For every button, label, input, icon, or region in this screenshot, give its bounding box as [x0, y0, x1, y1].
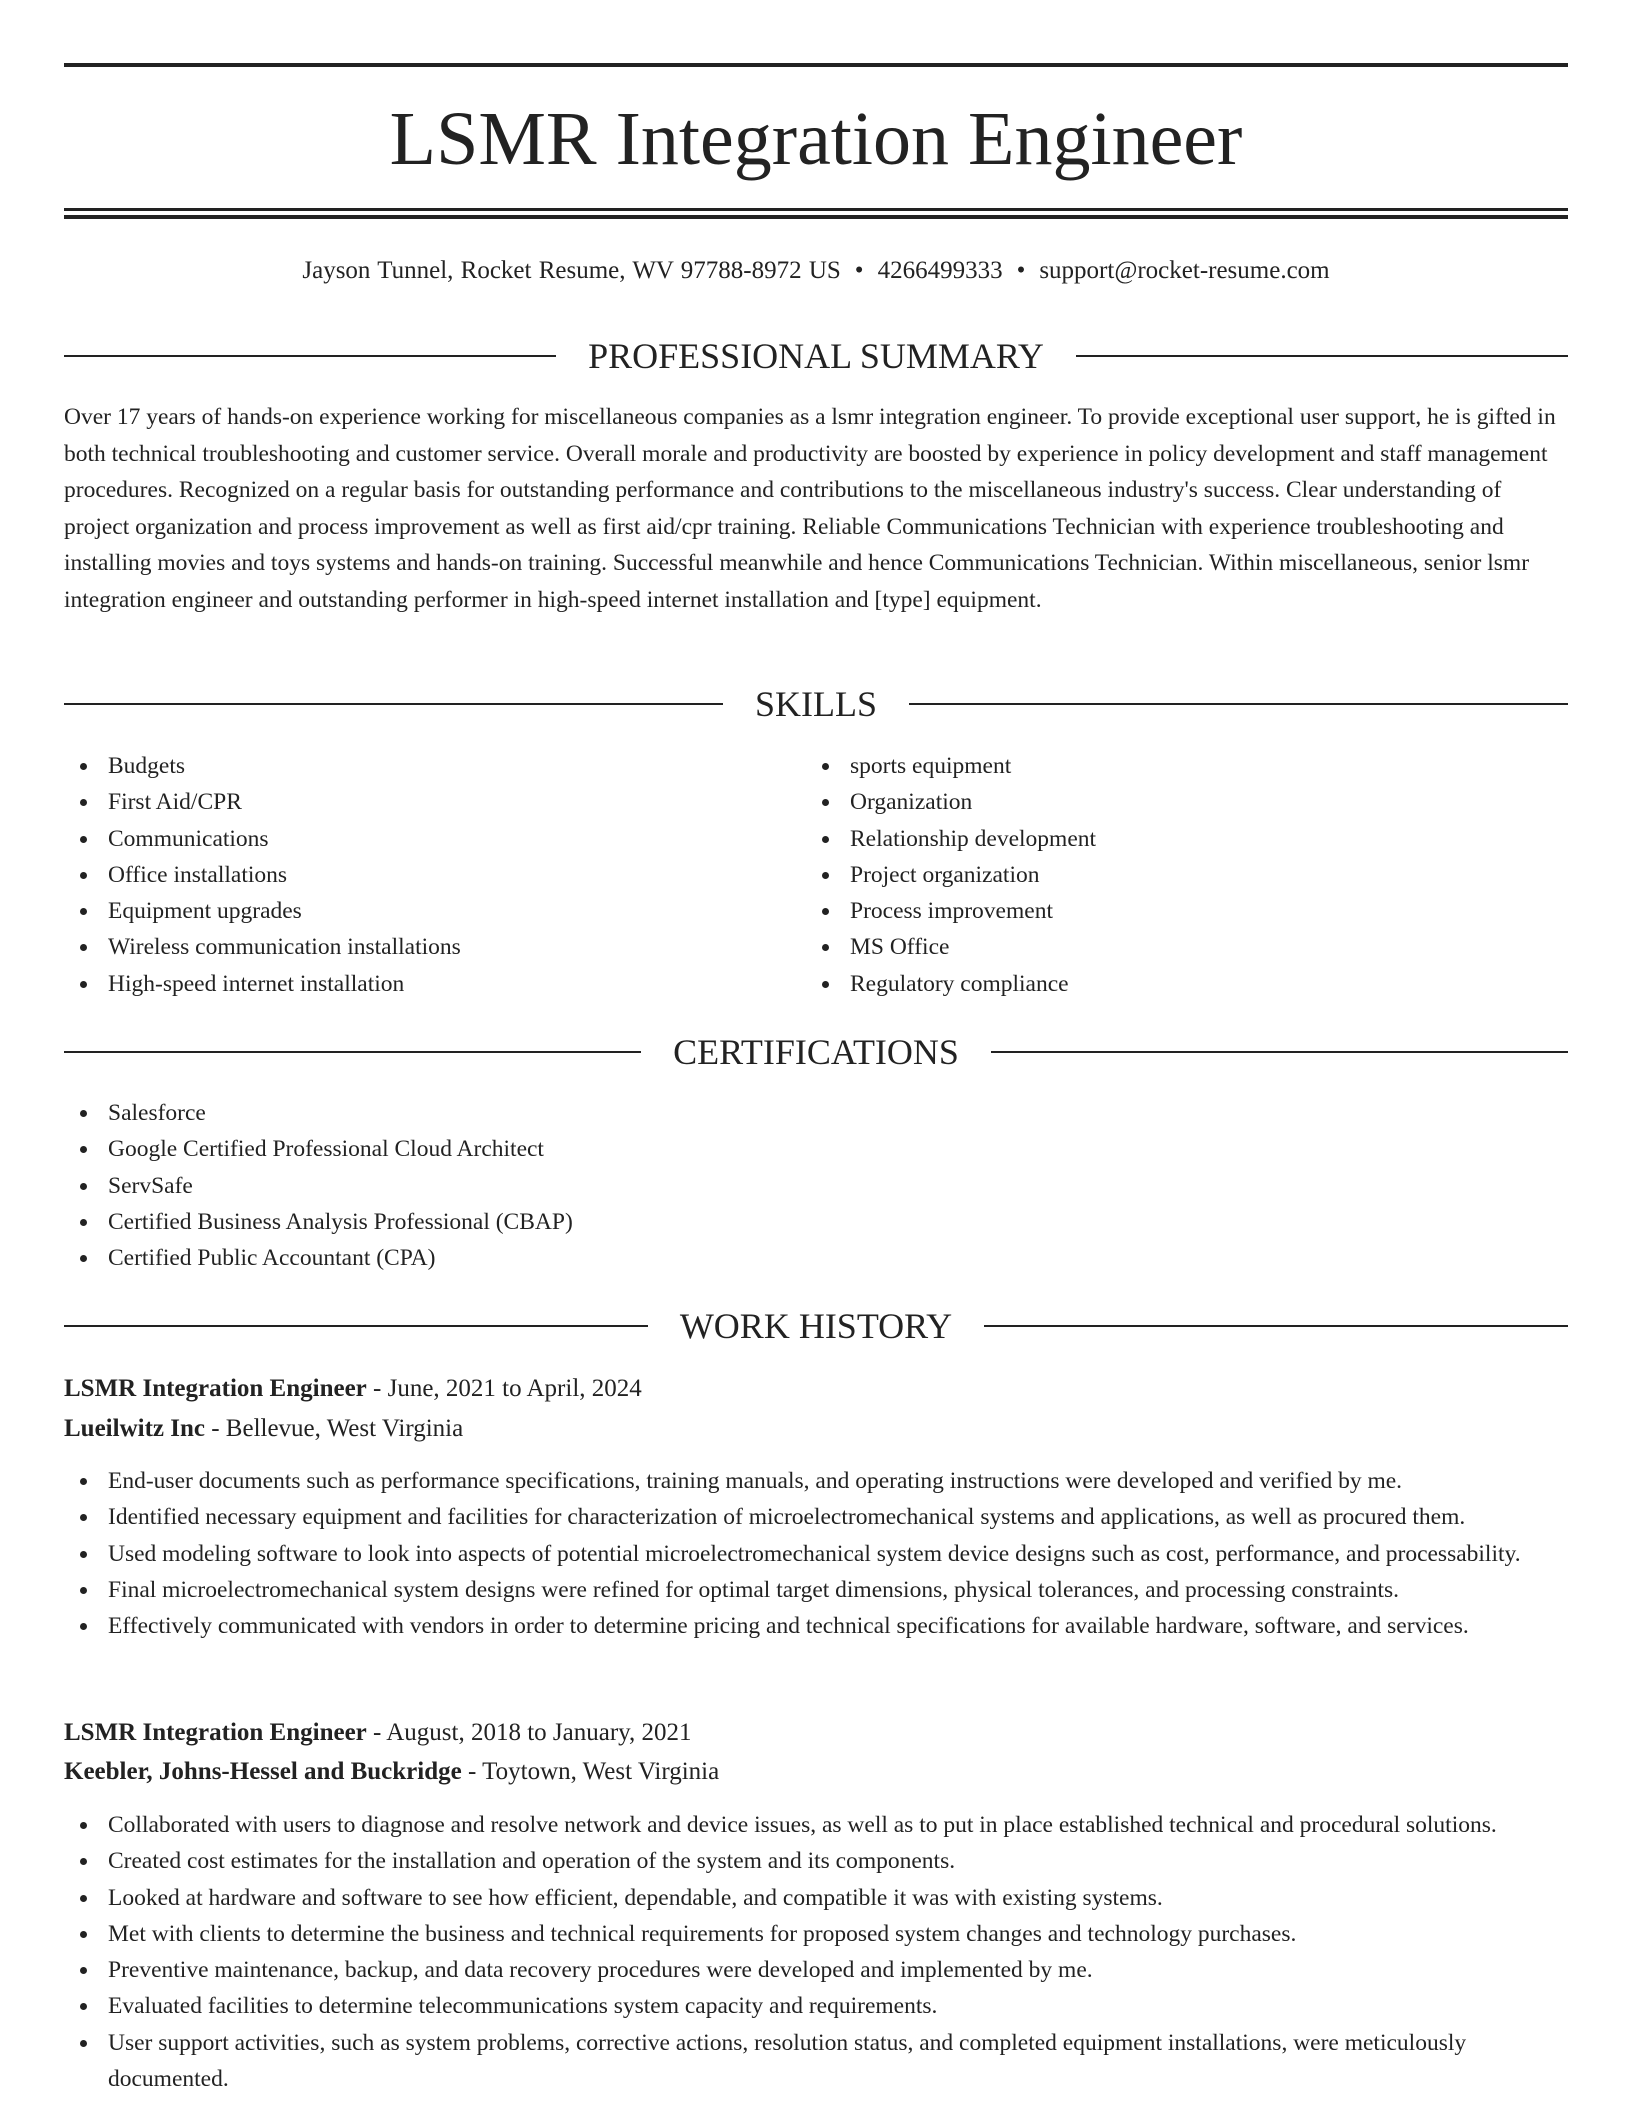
heading-rule: [64, 1325, 648, 1327]
job-bullet: Met with clients to determine the business and technical requirements for proposed system changes and technology purchases.: [64, 1916, 1568, 1952]
job-bullet-list: [64, 1807, 1568, 2097]
job-bullet: Final microelectromechanical system designs were refined for optimal target dimensions, physical tolerances, and processing constraints.: [64, 1572, 1568, 1608]
skill-item: Equipment upgrades: [64, 893, 764, 929]
contact-line: [64, 255, 1568, 287]
summary-text: Over 17 years of hands-on experience working for miscellaneous companies as a lsmr integration engineer. To provide exceptional user support, he is gifted in both technical troubleshooting and customer service. Overall morale and productivity are boosted by experience in policy development and staff management procedures. Recognized on a regular basis for outstanding performance and contributions to the miscellaneous industry's success. Clear understanding of project organization and process improvement as well as first aid/cpr training. Reliable Communications Technician with experience troubleshooting and installing movies and toys systems and hands-on training. Successful meanwhile and hence Communications Technician. Within miscellaneous, senior lsmr integration engineer and outstanding performer in high-speed internet installation and [type] equipment.: [64, 404, 1556, 613]
skills-list-right: [806, 748, 1506, 1002]
skills-heading: [64, 682, 1568, 726]
job-bullet: User support activities, such as system problems, corrective actions, resolution status, and completed equipment installations, were meticulously documented.: [64, 2025, 1568, 2098]
skill-item: Budgets: [64, 748, 764, 784]
certification-item: Google Certified Professional Cloud Architect: [64, 1131, 1568, 1167]
job-dates: - June, 2021 to April, 2024: [366, 1375, 642, 1402]
certification-item: Salesforce: [64, 1095, 1568, 1131]
certification-item: Certified Public Accountant (CPA): [64, 1240, 1568, 1276]
contact-phone: 4266499333: [877, 257, 1003, 284]
job-title: LSMR Integration Engineer: [64, 1375, 367, 1402]
heading-rule: [64, 703, 723, 705]
job-location: - Toytown, West Virginia: [461, 1758, 720, 1785]
job-bullet: Collaborated with users to diagnose and resolve network and device issues, as well as to put in place established technical and procedural solutions.: [64, 1807, 1568, 1843]
certification-item: Certified Business Analysis Professional (CBAP): [64, 1204, 1568, 1240]
skill-item: Project organization: [806, 857, 1506, 893]
contact-separator: •: [1016, 257, 1026, 284]
heading-rule: [991, 1051, 1568, 1053]
job-company: Keebler, Johns-Hessel and Buckridge: [64, 1758, 462, 1785]
heading-rule: [909, 703, 1568, 705]
job-bullet: End-user documents such as performance specifications, training manuals, and operating instructions were developed and verified by me.: [64, 1463, 1568, 1499]
skill-item: Regulatory compliance: [806, 966, 1506, 1002]
skill-item: Wireless communication installations: [64, 929, 764, 965]
job-company-line: [64, 1411, 463, 1447]
summary-heading-label: PROFESSIONAL SUMMARY: [588, 336, 1044, 376]
heading-rule: [64, 355, 556, 357]
heading-rule: [64, 1051, 641, 1053]
top-rule: [64, 63, 1568, 67]
job-bullet: Identified necessary equipment and facilities for characterization of microelectromechanical systems and applications, as well as procured them.: [64, 1499, 1568, 1535]
contact-email: support@rocket-resume.com: [1039, 257, 1330, 284]
skill-item: High-speed internet installation: [64, 966, 764, 1002]
job-bullet-list: [64, 1463, 1568, 1644]
job-title: LSMR Integration Engineer: [64, 1719, 367, 1746]
skill-item: Office installations: [64, 857, 764, 893]
contact-separator: •: [854, 257, 864, 284]
certifications-heading-label: CERTIFICATIONS: [673, 1032, 959, 1072]
job-company-line: [64, 1754, 719, 1790]
certifications-heading: [64, 1030, 1568, 1074]
certification-item: ServSafe: [64, 1168, 1568, 1204]
skill-item: Communications: [64, 821, 764, 857]
certifications-list: [64, 1095, 1568, 1276]
resume-title: LSMR Integration Engineer: [389, 97, 1243, 181]
job-location: - Bellevue, West Virginia: [204, 1415, 464, 1442]
job-title-line: [64, 1715, 692, 1751]
job-bullet: Preventive maintenance, backup, and data recovery procedures were developed and implemented by me.: [64, 1952, 1568, 1988]
skill-item: Process improvement: [806, 893, 1506, 929]
job-dates: - August, 2018 to January, 2021: [366, 1719, 692, 1746]
contact-address: Jayson Tunnel, Rocket Resume, WV 97788-8972 US: [302, 257, 841, 284]
job-company: Lueilwitz Inc: [64, 1415, 205, 1442]
skill-item: First Aid/CPR: [64, 784, 764, 820]
heading-rule: [1076, 355, 1568, 357]
job-bullet: Looked at hardware and software to see how efficient, dependable, and compatible it was with existing systems.: [64, 1880, 1568, 1916]
skill-item: Relationship development: [806, 821, 1506, 857]
work-history-heading-label: WORK HISTORY: [679, 1306, 953, 1346]
skills-list-left: [64, 748, 764, 1002]
job-bullet: Used modeling software to look into aspects of potential microelectromechanical system device designs such as cost, performance, and processability.: [64, 1536, 1568, 1572]
job-bullet: Created cost estimates for the installation and operation of the system and its components.: [64, 1843, 1568, 1879]
job-title-line: [64, 1371, 642, 1407]
summary-heading: [64, 334, 1568, 378]
job-bullet: Effectively communicated with vendors in order to determine pricing and technical specifications for available hardware, software, and services.: [64, 1608, 1568, 1644]
skill-item: MS Office: [806, 929, 1506, 965]
work-history-heading: [64, 1304, 1568, 1348]
skill-item: sports equipment: [806, 748, 1506, 784]
skills-heading-label: SKILLS: [755, 684, 878, 724]
skill-item: Organization: [806, 784, 1506, 820]
heading-rule: [984, 1325, 1568, 1327]
job-bullet: Evaluated facilities to determine telecommunications system capacity and requirements.: [64, 1988, 1568, 2024]
title-double-rule: [64, 208, 1568, 220]
